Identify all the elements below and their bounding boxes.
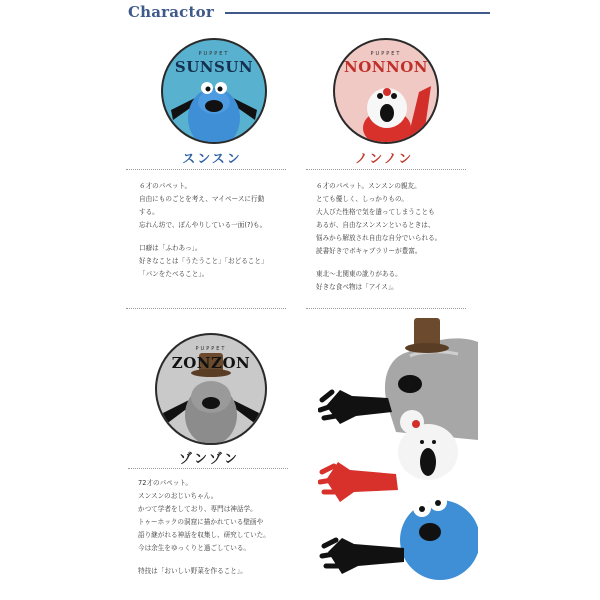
desc-line: ６才のパペット。 (139, 182, 192, 190)
desc-line: 語り継がれる神話を収集し、研究していた。 (138, 531, 270, 539)
desc-line: 読書好きでボキャブラリーが豊富。 (316, 247, 422, 255)
title-rule (225, 12, 490, 14)
desc-line: 特技は「おいしい野菜を作ること」。 (138, 567, 247, 575)
nonnon-name: ノンノン (354, 152, 414, 167)
sunsun-name: スンスン (182, 152, 242, 167)
desc-line: 悩みから解放され自由な自分でいられる。 (316, 234, 442, 242)
sunsun-logo: SUNSUN (174, 58, 254, 76)
desc-line: 好きな食べ物は「アイス」。 (316, 283, 398, 291)
desc-line: 自由にものごとを考え、マイペースに行動 (139, 195, 265, 203)
badge-puppet-label: PUPPET (195, 346, 227, 352)
section-title: Charactor (128, 3, 214, 21)
divider (306, 308, 466, 309)
badge-puppet-label: PUPPET (198, 51, 230, 57)
zonzon-badge (155, 333, 267, 445)
puppets-group-image (318, 312, 478, 592)
desc-line: 「パンをたべること」。 (139, 270, 209, 278)
desc-line: トゥーホックの洞窟に描かれている壁画や (138, 518, 264, 526)
nonnon-badge (333, 38, 439, 144)
desc-line: 72才のパペット。 (138, 479, 192, 487)
divider (128, 468, 288, 469)
badge-puppet-label: PUPPET (370, 51, 402, 57)
desc-line: 口癖は「ふわあっ」。 (139, 244, 202, 252)
desc-line: 今は余生をゆっくりと過ごしている。 (138, 544, 251, 552)
nonnon-description (316, 180, 441, 294)
desc-gap (316, 258, 441, 268)
zonzon-logo: ZONZON (171, 354, 251, 372)
desc-gap (139, 232, 268, 242)
sunsun-description (139, 180, 268, 281)
desc-line: 好きなことは「うたうこと」「おどること」 (139, 257, 268, 265)
desc-line: スンスンのおじいちゃん。 (138, 492, 218, 500)
divider (126, 169, 286, 170)
desc-gap (138, 555, 270, 565)
zonzon-name: ゾンゾン (178, 452, 239, 467)
desc-line: する。 (139, 208, 159, 216)
desc-line: 東北～北関東の訛りがある。 (316, 270, 402, 278)
sunsun-badge (161, 38, 267, 144)
desc-line: ６才のパペット。スンスンの親友。 (316, 182, 421, 190)
nonnon-logo: NONNON (344, 58, 428, 76)
zonzon-description (138, 477, 270, 578)
desc-line: あるが、自由なスンスンといるときは、 (316, 221, 435, 229)
desc-line: 大人びた性格で気を遣ってしまうことも (316, 208, 435, 216)
desc-line: 忘れん坊で、ぼんやりしている一面(?)も。 (139, 221, 267, 229)
divider (126, 308, 286, 309)
desc-line: とても優しく、しっかりもの。 (316, 195, 408, 203)
divider (306, 169, 466, 170)
desc-line: かつて学者をしており、専門は神話学。 (138, 505, 257, 513)
